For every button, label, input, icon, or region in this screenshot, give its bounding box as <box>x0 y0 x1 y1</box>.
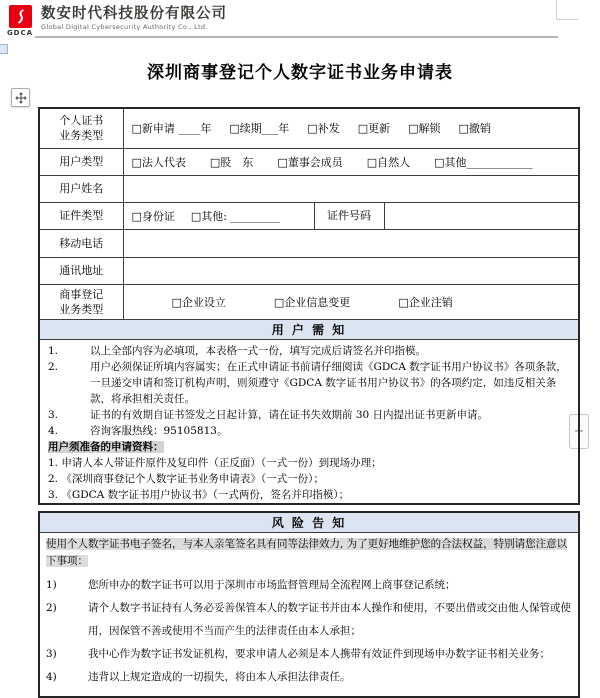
risk-notice-body: 使用个人数字证书电子签名，与本人亲笔签名具有同等法律效力, 为了更好地维护您的合法权益，特别请您注意以下事项： 1) 您所申办的数字证书可以用于深圳市市场监督管理局全流程网上商事登记系统； 2) 请个人数字书证持有人务必妥善保管本人的数字证书并由本人操作和使用，不要出借或交由他人保管或使用，因保管不善或使用不当而产生的法律责任由本人承担； 3) 我中心作为数字证书发证机构，要求申请人必须是本人携带有效证件到现场申办数字证书相关业务； 4) 违背以上规定造成的一切损失，将由本人承担法律责任。 <box>39 532 579 697</box>
id-number-value[interactable] <box>384 202 579 229</box>
checkbox-natural-person[interactable]: □自然人 <box>366 155 411 169</box>
checkbox-new-apply[interactable]: □新申请 ____年 <box>131 122 212 136</box>
company-name-cn: 数安时代科技股份有限公司 <box>41 6 227 22</box>
page-margin-mark <box>556 0 557 19</box>
material-item: 3. 《GDCA 数字证书用户协议书》（一式两份，签名并印指模）； <box>48 488 350 501</box>
application-form-table <box>38 107 580 505</box>
page-margin-mark <box>556 19 578 20</box>
mobile-label: 移动电话 <box>39 229 123 257</box>
header-rule <box>35 36 558 38</box>
table-row <box>39 532 579 697</box>
notice-item: 证书的有效期自证书签发之日起计算，请在证书失效期前 30 日内提出证书更新申请。 <box>90 408 489 421</box>
table-row <box>39 229 579 257</box>
checkbox-company-setup[interactable]: □企业设立 <box>171 295 226 309</box>
id-type-label: 证件类型 <box>39 202 123 229</box>
notice-item: 用户必须保证所填内容属实；在正式申请证书前请仔细阅读《GDCA 数字证书用户协议书》各项条款，一旦递交申请和签订机构声明，则须遵守《GDCA 数字证书用户协议书》的各项约定，如违反相关条款，将承担相关责任。 <box>90 360 567 405</box>
user-name-value[interactable] <box>123 175 579 202</box>
risk-notice-header: 风 险 告 知 <box>39 512 579 533</box>
table-row <box>39 284 579 319</box>
biz-reg-type-label: 商事登记 业务类型 <box>39 284 123 319</box>
section-header-row <box>39 319 579 339</box>
gdca-logo-text: GDCA <box>6 29 34 37</box>
user-name-label: 用户姓名 <box>39 175 123 202</box>
notice-item: 以上全部内容为必填项，本表格一式一份，填写完成后请签名并印指模。 <box>90 344 426 357</box>
checkbox-reissue[interactable]: □补发 <box>307 122 340 136</box>
address-label: 通讯地址 <box>39 257 123 284</box>
user-notice-header: 用 户 需 知 <box>39 319 579 339</box>
table-row <box>39 108 579 148</box>
table-row <box>39 175 579 202</box>
risk-item: 我中心作为数字证书发证机构，要求申请人必须是本人携带有效证件到现场申办数字证书相关业务； <box>88 647 550 660</box>
page-title: 深圳商事登记个人数字证书业务申请表 <box>147 63 453 83</box>
gdca-logo-icon <box>9 5 32 28</box>
user-notice-body: 1. 以上全部内容为必填项，本表格一式一份，填写完成后请签名并印指模。 2. 用户必须保证所填内容属实；在正式申请证书前请仔细阅读《GDCA 数字证书用户协议书》各项条款，一旦递交申请和签订机构声明，则须遵守《GDCA 数字证书用户协议书》的各项约定，如违反相关条款，将承担相关责任。 3. 证书的有效期自证书签发之日起计算，请在证书失效期前 30 日内提出证书更新申请。 4. 咨询客服热线：95105813。 用户须准备的申请资料： 1. 申请人本人带证件原件及复印件（正反面）（一式一份）到现场办理； 2. 《深圳商事登记个人数字证书业务申请表》（一式一份）； 3. 《GDCA 数字证书用户协议书》（一式两份，签名并印指模）； <box>39 339 579 504</box>
section-header-row <box>39 512 579 533</box>
materials-title: 用户须准备的申请资料： <box>48 440 164 453</box>
checkbox-renew[interactable]: □续期___年 <box>229 122 290 136</box>
gdca-logo <box>5 5 35 37</box>
table-move-handle-icon[interactable] <box>11 88 30 107</box>
checkbox-id-card[interactable]: □身份证 <box>131 209 175 223</box>
checkbox-unlock[interactable]: □解锁 <box>408 122 441 136</box>
user-type-label: 用户类型 <box>39 148 123 175</box>
risk-notice-table <box>38 511 580 698</box>
table-row <box>39 339 579 504</box>
material-item: 1. 申请人本人带证件原件及复印件（正反面）（一式一份）到现场办理； <box>48 456 382 469</box>
mobile-value[interactable] <box>123 229 579 257</box>
checkbox-revoke[interactable]: □撤销 <box>458 122 491 136</box>
notice-item: 咨询客服热线：95105813。 <box>90 424 228 437</box>
checkbox-id-other[interactable]: □其他: _________ <box>190 209 281 223</box>
company-name-en: Global Digital Cybersecurity Authority Co., Ltd. <box>41 23 208 31</box>
checkbox-company-cancel[interactable]: □企业注销 <box>398 295 453 309</box>
table-row <box>39 257 579 284</box>
risk-intro: 使用个人数字证书电子签名，与本人亲笔签名具有同等法律效力, 为了更好地维护您的合法权益，特别请您注意以下事项： <box>46 537 568 567</box>
checkbox-user-type-other[interactable]: □其他____________ <box>434 155 533 169</box>
material-item: 2. 《深圳商事登记个人数字证书业务申请表》（一式一份）； <box>48 472 324 485</box>
id-number-label: 证件号码 <box>314 202 384 229</box>
address-value[interactable] <box>123 257 579 284</box>
risk-item: 您所申办的数字证书可以用于深圳市市场监督管理局全流程网上商事登记系统； <box>88 578 456 591</box>
checkbox-company-info-change[interactable]: □企业信息变更 <box>273 295 351 309</box>
cert-business-type-label: 个人证书 业务类型 <box>39 108 123 148</box>
risk-item: 违背以上规定造成的一切损失，将由本人承担法律责任。 <box>88 670 351 683</box>
risk-item: 请个人数字书证持有人务必妥善保管本人的数字证书并由本人操作和使用，不要出借或交由他人保管或使用，因保管不善或使用不当而产生的法律责任由本人承担； <box>88 601 571 637</box>
object-anchor-icon <box>0 44 8 54</box>
table-row <box>39 202 579 229</box>
checkbox-shareholder[interactable]: □股 东 <box>209 155 254 169</box>
letterhead <box>5 5 595 51</box>
checkbox-board-member[interactable]: □董事会成员 <box>277 155 343 169</box>
checkbox-legal-rep[interactable]: □法人代表 <box>131 155 186 169</box>
table-row <box>39 148 579 175</box>
checkbox-update[interactable]: □更新 <box>357 122 391 136</box>
insert-row-button[interactable]: + <box>569 414 589 449</box>
